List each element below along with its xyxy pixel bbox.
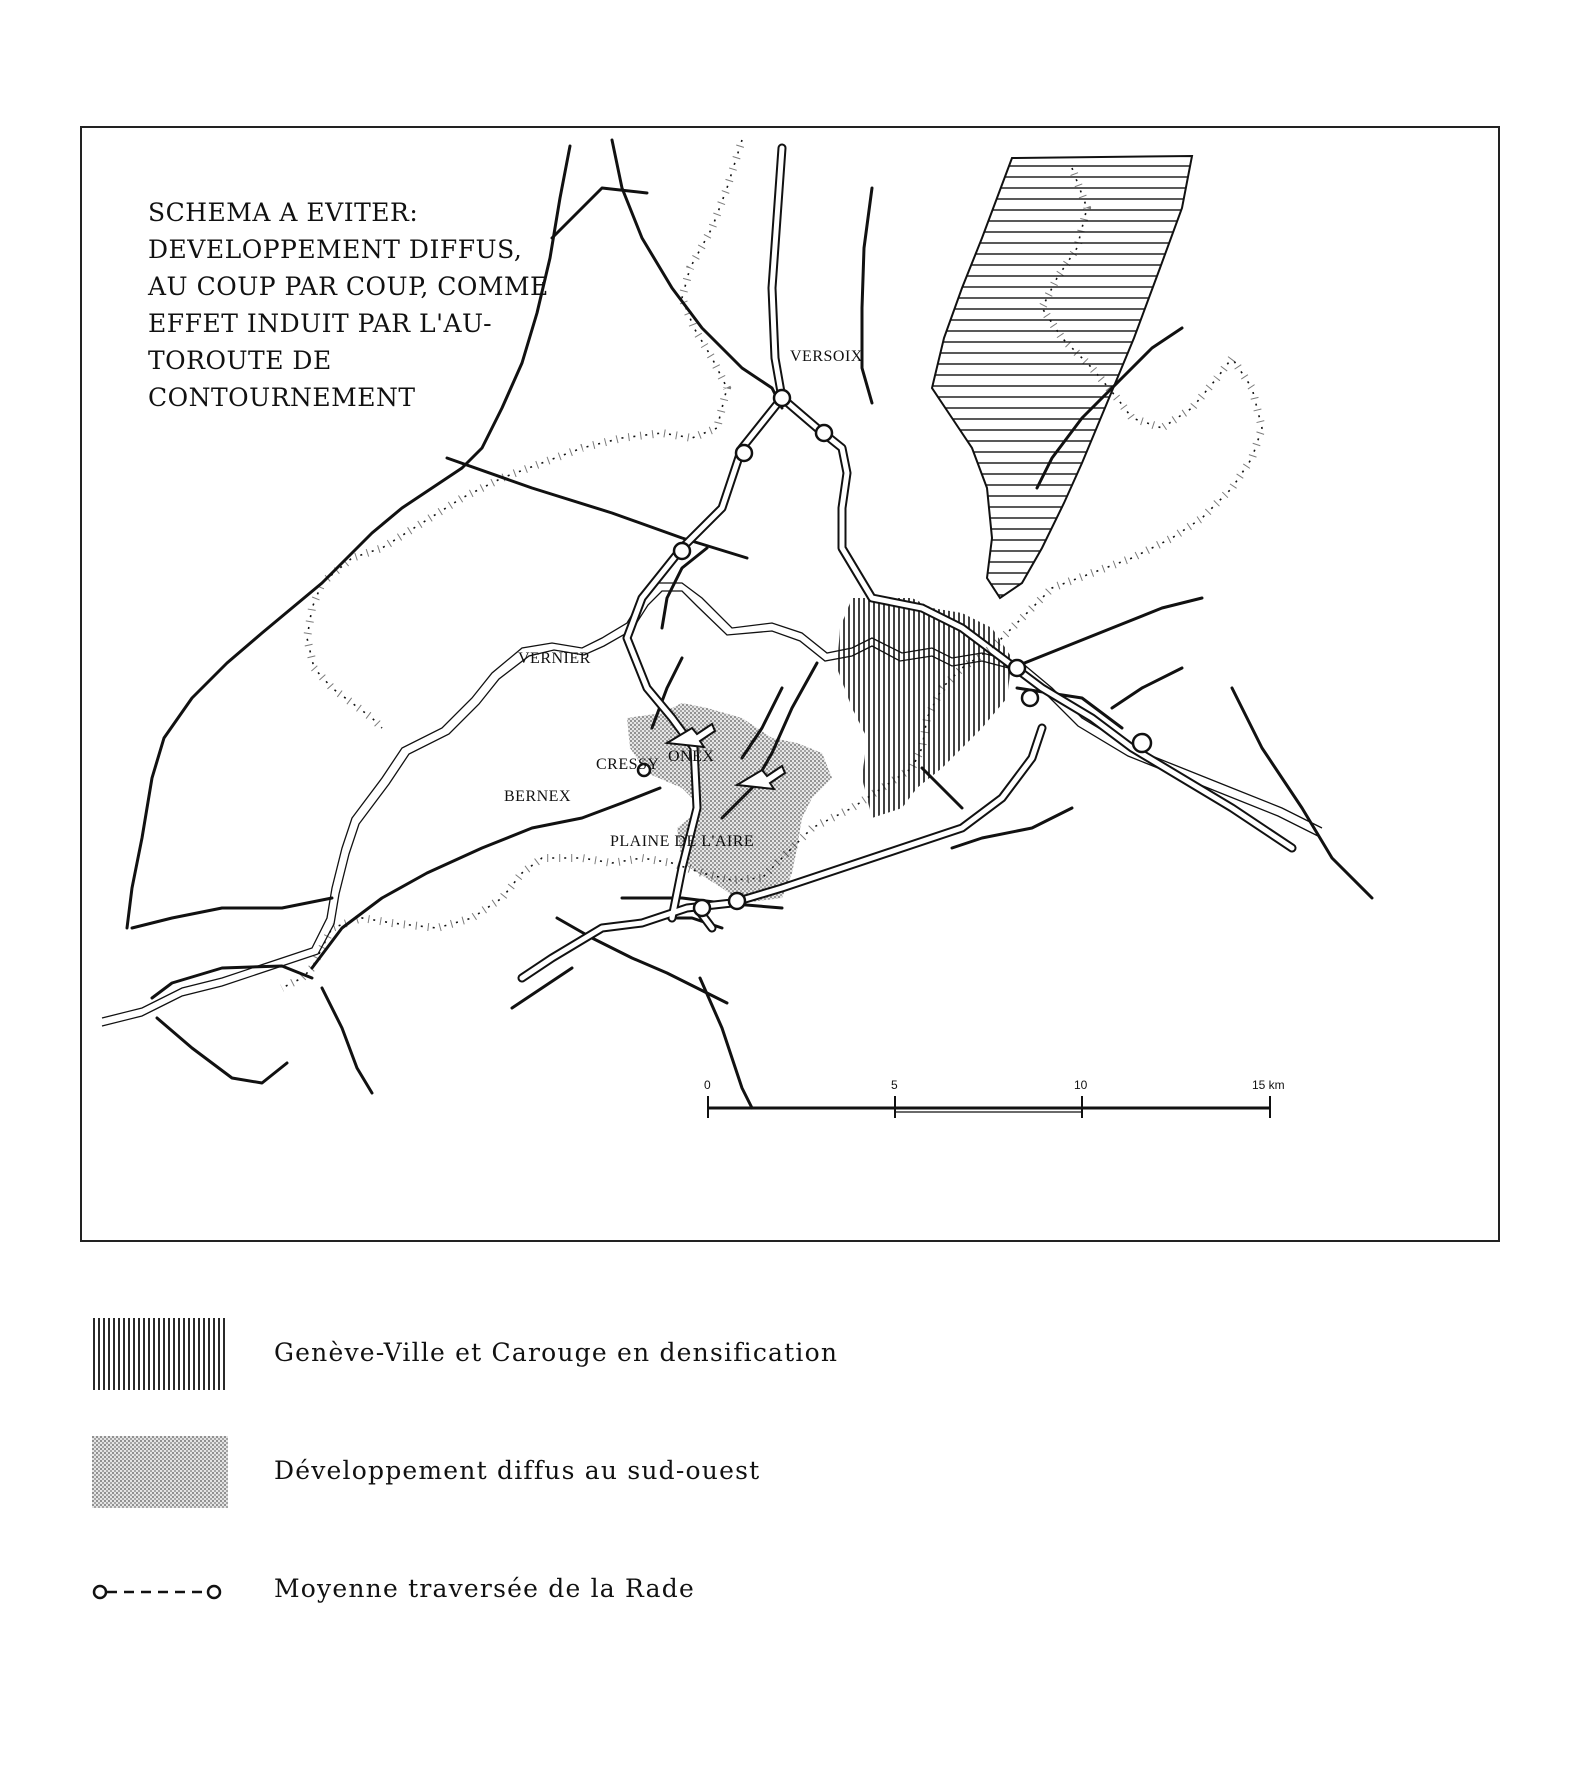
legend-label-geneva: Genève-Ville et Carouge en densification xyxy=(274,1338,839,1367)
southwest-development-zone xyxy=(627,703,832,903)
map-title: SCHEMA A EVITER: DEVELOPPEMENT DIFFUS, AU COUP PAR COUP, COMME EFFET INDUIT PAR L'AU- TOROUTE DE CONTOURNEMENT xyxy=(148,198,549,412)
legend-item-geneva xyxy=(92,1318,1392,1398)
legend-item-southwest xyxy=(92,1436,1392,1516)
scale-tick-5: 5 xyxy=(891,1078,898,1092)
place-label-bernex: BERNEX xyxy=(504,788,571,805)
place-label-versoix: VERSOIX xyxy=(790,348,863,365)
map-frame xyxy=(80,126,1500,1242)
place-label-cressy: CRESSY xyxy=(596,756,660,773)
vertical-hatch-swatch xyxy=(92,1318,228,1390)
legend-label-southwest: Développement diffus au sud-ouest xyxy=(274,1456,761,1485)
motorways xyxy=(522,148,1292,978)
place-label-plaine-de-l-aire: PLAINE DE L'AIRE xyxy=(610,833,755,850)
scale-tick-0: 0 xyxy=(704,1078,711,1092)
geneva-carouge-zone xyxy=(837,598,1012,818)
legend-label-crossing: Moyenne traversée de la Rade xyxy=(274,1574,695,1603)
scale-bar xyxy=(708,1096,1270,1118)
legend-item-crossing xyxy=(92,1572,1392,1652)
stipple-swatch xyxy=(92,1436,228,1508)
lake-leman xyxy=(932,156,1192,598)
scale-tick-10: 10 xyxy=(1074,1078,1088,1092)
place-label-vernier: VERNIER xyxy=(518,650,591,667)
scale-tick-15-km: 15 km xyxy=(1252,1078,1285,1092)
place-label-onex: ONEX xyxy=(668,748,715,765)
circle-dash-circle-swatch xyxy=(92,1572,228,1612)
